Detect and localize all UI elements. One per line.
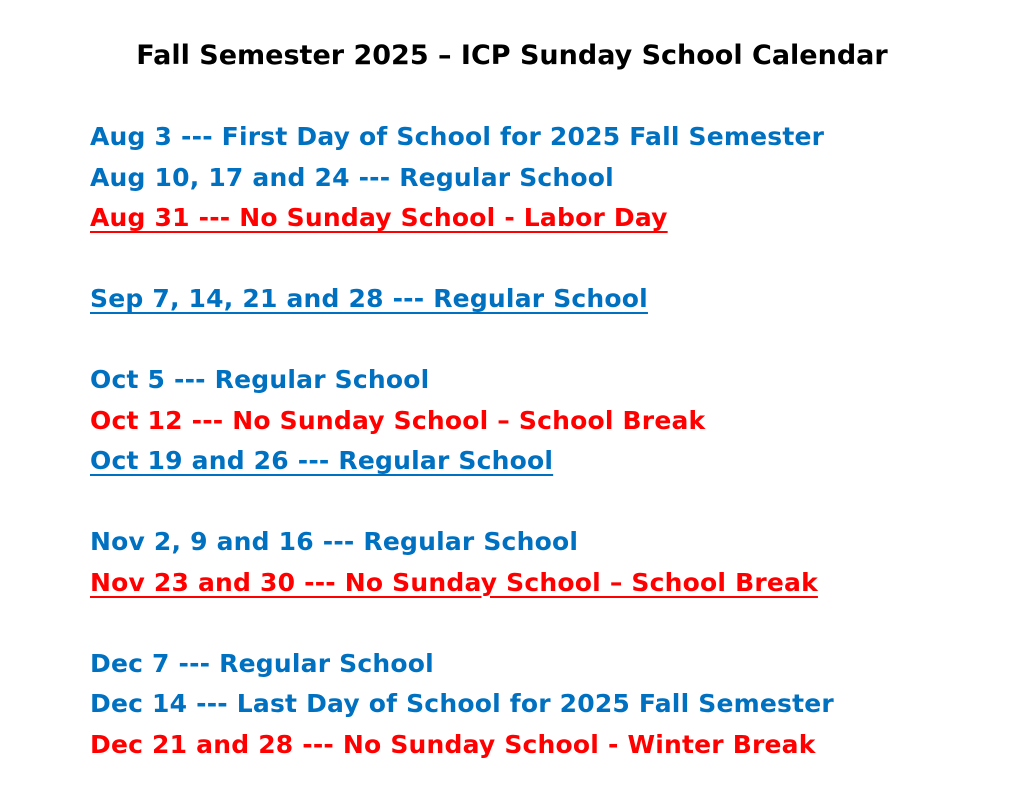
page-title: Fall Semester 2025 – ICP Sunday School Calendar xyxy=(136,40,888,71)
calendar-line: Nov 2, 9 and 16 --- Regular School xyxy=(90,527,579,556)
calendar-section-nov xyxy=(90,522,1004,603)
calendar-section-sep xyxy=(90,279,1004,320)
calendar-section-oct xyxy=(90,360,1004,482)
calendar-line: Oct 19 and 26 --- Regular School xyxy=(90,446,554,475)
calendar-line: Aug 10, 17 and 24 --- Regular School xyxy=(90,162,614,192)
calendar-sections xyxy=(90,117,1004,765)
calendar-line: Dec 21 and 28 --- No Sunday School - Winter Break xyxy=(90,729,816,759)
calendar-line: Aug 3 --- First Day of School for 2025 Fall Semester xyxy=(90,122,825,151)
calendar-line: Dec 7 --- Regular School xyxy=(90,648,434,678)
calendar-section-dec xyxy=(90,644,1004,766)
calendar-line: Dec 14 --- Last Day of School for 2025 Fall Semester xyxy=(90,689,834,718)
calendar-line: Nov 23 and 30 --- No Sunday School – School Break xyxy=(90,567,818,597)
calendar-line: Sep 7, 14, 21 and 28 --- Regular School xyxy=(90,284,648,313)
calendar-section-aug xyxy=(90,117,1004,239)
calendar-line: Oct 5 --- Regular School xyxy=(90,365,430,394)
calendar-line: Oct 12 --- No Sunday School – School Break xyxy=(90,405,706,435)
calendar-line: Aug 31 --- No Sunday School - Labor Day xyxy=(90,203,668,232)
